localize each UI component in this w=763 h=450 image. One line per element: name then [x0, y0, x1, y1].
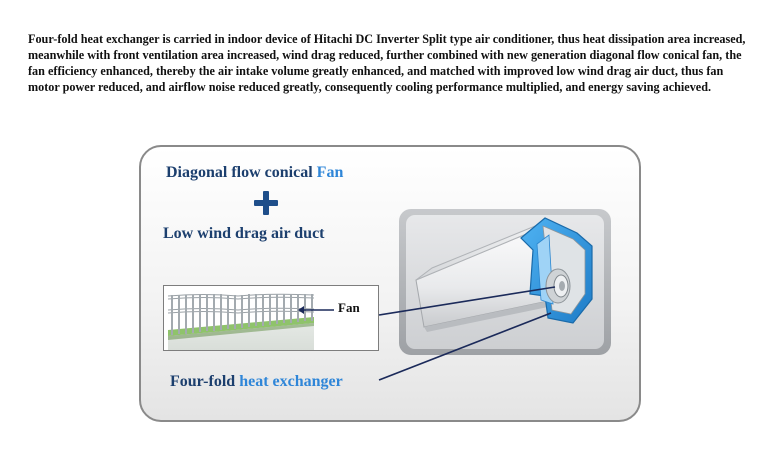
intro-paragraph: Four-fold heat exchanger is carried in indoor device of Hitachi DC Inverter Split type air conditioner, thus heat dissipation area increased, meanwhile with front ventilation area increased, wind drag reduced, further combined with new generation diagonal flow conical fan, the fan efficiency enhanced, thereby the air intake volume greatly enhanced, and matched with improved low wind drag air duct, thus fan motor power reduced, and airflow noise reduced greatly, consequently cooling performance multiplied, and energy saving achieved. — [28, 32, 746, 94]
air-duct-heading: Low wind drag air duct — [163, 225, 325, 242]
heat-exchanger-heading — [170, 373, 343, 391]
fan-heading — [166, 164, 343, 182]
air-conditioner-image — [406, 215, 604, 349]
plus-icon — [254, 191, 278, 215]
fan-blade-image — [163, 285, 379, 351]
heat-exchanger-heading-main: Four-fold — [170, 373, 240, 390]
fan-blades-graphic — [164, 286, 378, 350]
fan-label: Fan — [338, 300, 360, 315]
fan-heading-accent: Fan — [316, 164, 344, 181]
fan-heading-main: Diagonal flow conical — [166, 164, 317, 181]
heat-exchanger-heading-accent: heat exchanger — [239, 373, 343, 390]
